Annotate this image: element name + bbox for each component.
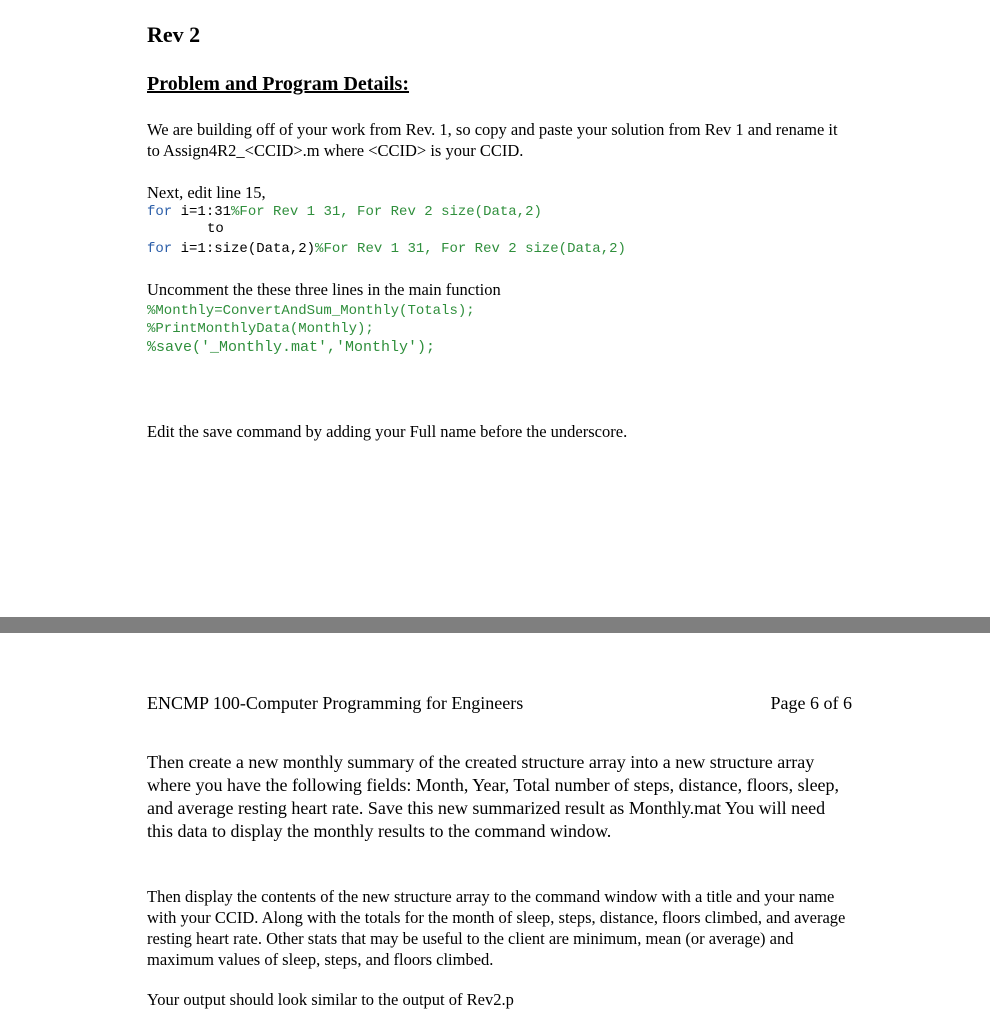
page-number: Page 6 of 6 [770,693,852,713]
code-keyword: for [147,204,173,220]
section-heading: Problem and Program Details: [147,73,410,95]
rev-title: Rev 2 [147,22,201,47]
commented-line: %PrintMonthlyData(Monthly); [147,321,374,337]
code-line-after [147,240,626,258]
code-line-before [147,203,542,221]
code-statement: i=1:31 [172,204,232,220]
to-word: to [207,221,224,237]
commented-line: %save('_Monthly.mat','Monthly'); [147,339,436,356]
code-comment: %For Rev 1 31, For Rev 2 size(Data,2) [231,204,542,220]
code-statement: i=1:size(Data,2) [172,241,316,257]
next-edit-text: Next, edit line 15, [147,183,266,202]
code-comment: %For Rev 1 31, For Rev 2 size(Data,2) [315,241,626,257]
paragraph-output: Your output should look similar to the output of Rev2.p [147,990,514,1009]
code-keyword: for [147,241,173,257]
uncomment-text: Uncomment the these three lines in the main function [147,280,501,299]
paragraph-monthly-summary: Then create a new monthly summary of the created structure array into a new structure array where you have the following fields: Month, Year, Total number of steps, distance, floors, sleep, and average resting heart rate. Save this new summarized result as Monthly.mat You will need this data to display the monthly results to the command window. [147,752,840,841]
paragraph-display-contents: Then display the contents of the new structure array to the command window with a title and your name with your CCID. Along with the totals for the month of sleep, steps, distance, floors climbed, and average resting heart rate. Other stats that may be useful to the client are minimum, mean (or average) and maximum values of sleep, steps, and floors climbed. [147,887,846,969]
document-page-bottom [0,633,990,1024]
commented-line: %Monthly=ConvertAndSum_Monthly(Totals); [147,303,475,319]
intro-paragraph: We are building off of your work from Rev. 1, so copy and paste your solution from Rev 1 and rename it to Assign4R2_<CCID>.m where <CCID> is your CCID. [147,120,838,160]
course-header: ENCMP 100-Computer Programming for Engineers [147,693,524,713]
page-divider [0,617,990,633]
save-instruction: Edit the save command by adding your Full name before the underscore. [147,422,628,441]
